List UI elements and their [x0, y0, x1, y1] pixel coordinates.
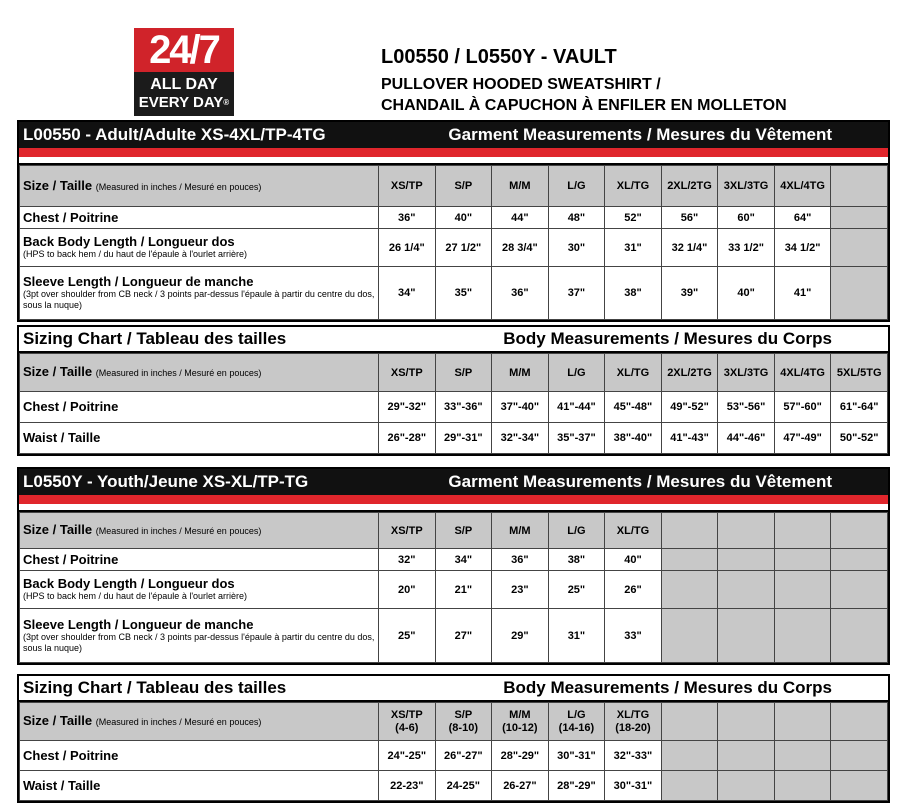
- size-label-cell: [20, 513, 379, 549]
- chest-label: Chest / Poitrine: [20, 549, 379, 571]
- sleeve-length-note: (3pt over shoulder from CB neck / 3 points par-dessus l'épaule à partir du centre du dos, sous la nuque): [23, 289, 375, 310]
- value-cell: 41"-43": [661, 423, 718, 454]
- size-cell: S/P: [435, 354, 492, 392]
- size-label-cell: [20, 703, 379, 741]
- size-cell: 3XL/3TG: [718, 354, 775, 392]
- product-subtitle-fr: CHANDAIL À CAPUCHON À ENFILER EN MOLLETON: [381, 97, 787, 114]
- youth-garment-heading: L0550Y - Youth/Jeune XS-XL/TP-TG: [23, 472, 309, 491]
- product-subtitle-en: PULLOVER HOODED SWEATSHIRT /: [381, 76, 661, 93]
- value-cell: 61"-64": [831, 392, 888, 423]
- value-cell: 26"-28": [379, 423, 436, 454]
- size-text: S/P: [454, 708, 473, 721]
- empty-cell: [661, 571, 718, 609]
- adult-garment-subheading: Garment Measurements / Mesures du Vêtement: [448, 125, 832, 144]
- table-row: [20, 166, 888, 207]
- size-text: XL/TG: [616, 708, 650, 721]
- size-label: Size / Taille: [23, 364, 93, 379]
- empty-cell: [661, 771, 718, 801]
- empty-cell: [831, 609, 888, 663]
- size-cell: [605, 703, 662, 741]
- adult-body-table: [19, 353, 888, 454]
- size-cell: XS/TP: [379, 166, 436, 207]
- red-divider: [19, 148, 888, 157]
- empty-cell: [831, 513, 888, 549]
- size-cell: L/G: [548, 354, 605, 392]
- value-cell: 25": [548, 571, 605, 609]
- value-cell: 32"-33": [605, 741, 662, 771]
- sleeve-length-label: Sleeve Length / Longueur de manche: [23, 616, 254, 632]
- value-cell: 33 1/2": [718, 229, 775, 267]
- value-cell: 37": [548, 267, 605, 320]
- waist-label: Waist / Taille: [20, 423, 379, 454]
- size-cell: [492, 703, 549, 741]
- table-row: [20, 207, 888, 229]
- empty-cell: [718, 771, 775, 801]
- adult-body-section: [17, 325, 890, 456]
- value-cell: 32": [379, 549, 436, 571]
- size-cell: [379, 703, 436, 741]
- age-text: (8-10): [448, 721, 478, 734]
- size-cell: XS/TP: [379, 354, 436, 392]
- empty-cell: [831, 571, 888, 609]
- sleeve-length-label-cell: [20, 267, 379, 320]
- size-cell: XL/TG: [605, 166, 662, 207]
- value-cell: 38"-40": [605, 423, 662, 454]
- value-cell: 24"-25": [379, 741, 436, 771]
- logo-registered-mark: ®: [223, 98, 230, 107]
- value-cell: 38": [548, 549, 605, 571]
- empty-cell: [718, 513, 775, 549]
- value-cell: 31": [548, 609, 605, 663]
- logo-line-1: ALL DAY: [150, 76, 218, 93]
- value-cell: 28"-29": [492, 741, 549, 771]
- value-cell: 60": [718, 207, 775, 229]
- back-length-label-cell: [20, 229, 379, 267]
- back-length-label: Back Body Length / Longueur dos: [23, 234, 235, 249]
- value-cell: 35"-37": [548, 423, 605, 454]
- value-cell: 47"-49": [774, 423, 831, 454]
- value-cell: 34": [379, 267, 436, 320]
- size-note: (Measured in inches / Mesuré en pouces): [95, 717, 262, 727]
- size-text: XS/TP: [390, 708, 423, 721]
- empty-cell: [718, 703, 775, 741]
- value-cell: 31": [605, 229, 662, 267]
- value-cell: 23": [492, 571, 549, 609]
- sleeve-length-note: (3pt over shoulder from CB neck / 3 points par-dessus l'épaule à partir du centre du dos, sous la nuque): [23, 631, 375, 653]
- youth-body-table: [19, 702, 888, 801]
- size-cell: [435, 703, 492, 741]
- size-label: Size / Taille: [23, 177, 93, 193]
- size-note: (Measured in inches / Mesuré en pouces): [95, 368, 262, 378]
- empty-cell: [718, 741, 775, 771]
- value-cell: 41"-44": [548, 392, 605, 423]
- table-row: [20, 229, 888, 267]
- value-cell: 25": [379, 609, 436, 663]
- value-cell: 41": [774, 267, 831, 320]
- size-label: Size / Taille: [23, 522, 93, 537]
- table-row: [20, 609, 888, 663]
- empty-cell: [831, 229, 888, 267]
- value-cell: 30": [548, 229, 605, 267]
- value-cell: 30"-31": [548, 741, 605, 771]
- table-row: [20, 392, 888, 423]
- chest-label: Chest / Poitrine: [20, 207, 379, 229]
- size-cell: 2XL/2TG: [661, 354, 718, 392]
- age-text: (18-20): [615, 721, 651, 734]
- back-length-label-cell: [20, 571, 379, 609]
- adult-garment-header: [19, 122, 888, 148]
- spacer: [19, 157, 888, 165]
- value-cell: 26-27": [492, 771, 549, 801]
- size-cell: 4XL/4TG: [774, 166, 831, 207]
- youth-garment-table: [19, 512, 888, 663]
- chest-label: Chest / Poitrine: [20, 392, 379, 423]
- value-cell: 40": [435, 207, 492, 229]
- empty-cell: [774, 549, 831, 571]
- value-cell: 33"-36": [435, 392, 492, 423]
- empty-cell: [661, 609, 718, 663]
- empty-cell: [831, 771, 888, 801]
- value-cell: 32 1/4": [661, 229, 718, 267]
- size-cell: XL/TG: [605, 513, 662, 549]
- value-cell: 34": [435, 549, 492, 571]
- table-row: [20, 703, 888, 741]
- size-note: (Measured in inches / Mesuré en pouces): [95, 181, 262, 192]
- empty-cell: [718, 549, 775, 571]
- value-cell: 56": [661, 207, 718, 229]
- value-cell: 40": [718, 267, 775, 320]
- value-cell: 36": [492, 267, 549, 320]
- adult-garment-section: [17, 120, 890, 322]
- spacer: [19, 504, 888, 512]
- value-cell: 35": [435, 267, 492, 320]
- empty-cell: [661, 741, 718, 771]
- back-length-note: (HPS to back hem / du haut de l'épaule à l'ourlet arrière): [23, 591, 248, 601]
- size-label-cell: [20, 354, 379, 392]
- size-note: (Measured in inches / Mesuré en pouces): [95, 526, 262, 536]
- value-cell: 57"-60": [774, 392, 831, 423]
- size-cell: S/P: [435, 166, 492, 207]
- empty-cell: [831, 741, 888, 771]
- value-cell: 44"-46": [718, 423, 775, 454]
- brand-logo: [134, 28, 234, 116]
- size-cell: 4XL/4TG: [774, 354, 831, 392]
- youth-body-header: [19, 676, 888, 702]
- size-cell: L/G: [548, 513, 605, 549]
- empty-cell: [661, 549, 718, 571]
- table-row: [20, 354, 888, 392]
- age-text: (10-12): [502, 721, 538, 734]
- value-cell: 28"-29": [548, 771, 605, 801]
- size-cell: [548, 703, 605, 741]
- sleeve-length-label-cell: [20, 609, 379, 663]
- adult-garment-heading: L00550 - Adult/Adulte XS-4XL/TP-4TG: [23, 125, 326, 144]
- empty-cell: [718, 571, 775, 609]
- youth-body-subheading: Body Measurements / Mesures du Corps: [503, 678, 832, 697]
- size-cell: 3XL/3TG: [718, 166, 775, 207]
- empty-cell: [661, 513, 718, 549]
- waist-label: Waist / Taille: [20, 771, 379, 801]
- empty-cell: [774, 571, 831, 609]
- size-cell: XS/TP: [379, 513, 436, 549]
- empty-cell: [661, 703, 718, 741]
- size-text: M/M: [509, 708, 531, 721]
- age-text: (4-6): [395, 721, 419, 734]
- value-cell: 64": [774, 207, 831, 229]
- value-cell: 33": [605, 609, 662, 663]
- logo-line-2-text: EVERY DAY: [138, 94, 224, 111]
- adult-body-header: [19, 327, 888, 353]
- table-row: [20, 423, 888, 454]
- empty-cell: [831, 207, 888, 229]
- value-cell: 38": [605, 267, 662, 320]
- value-cell: 26": [605, 571, 662, 609]
- table-row: [20, 741, 888, 771]
- size-cell: L/G: [548, 166, 605, 207]
- logo-line-2: [134, 94, 234, 112]
- empty-cell: [831, 267, 888, 320]
- size-cell: M/M: [492, 354, 549, 392]
- size-cell: S/P: [435, 513, 492, 549]
- logo-number: 24/7: [149, 28, 219, 72]
- back-length-note: (HPS to back hem / du haut de l'épaule à l'ourlet arrière): [23, 249, 248, 259]
- table-row: [20, 549, 888, 571]
- youth-body-heading: Sizing Chart / Tableau des tailles: [23, 678, 287, 697]
- back-length-label: Back Body Length / Longueur dos: [23, 576, 235, 591]
- value-cell: 20": [379, 571, 436, 609]
- table-row: [20, 513, 888, 549]
- chest-label: Chest / Poitrine: [20, 741, 379, 771]
- sleeve-length-label: Sleeve Length / Longueur de manche: [23, 274, 254, 289]
- size-label: Size / Taille: [23, 713, 93, 728]
- red-divider: [19, 495, 888, 504]
- value-cell: 30"-31": [605, 771, 662, 801]
- value-cell: 37"-40": [492, 392, 549, 423]
- empty-cell: [718, 609, 775, 663]
- value-cell: 21": [435, 571, 492, 609]
- table-row: [20, 771, 888, 801]
- empty-cell: [831, 703, 888, 741]
- value-cell: 39": [661, 267, 718, 320]
- size-label-cell: [20, 166, 379, 207]
- value-cell: 36": [492, 549, 549, 571]
- empty-cell: [831, 166, 888, 207]
- value-cell: 26 1/4": [379, 229, 436, 267]
- value-cell: 29"-32": [379, 392, 436, 423]
- value-cell: 40": [605, 549, 662, 571]
- value-cell: 48": [548, 207, 605, 229]
- value-cell: 53"-56": [718, 392, 775, 423]
- youth-garment-subheading: Garment Measurements / Mesures du Vêtement: [448, 472, 832, 491]
- value-cell: 52": [605, 207, 662, 229]
- size-text: L/G: [567, 708, 586, 721]
- youth-garment-section: [17, 467, 890, 665]
- empty-cell: [831, 549, 888, 571]
- adult-garment-table: [19, 165, 888, 320]
- value-cell: 34 1/2": [774, 229, 831, 267]
- value-cell: 32"-34": [492, 423, 549, 454]
- adult-body-heading: Sizing Chart / Tableau des tailles: [23, 329, 287, 348]
- value-cell: 49"-52": [661, 392, 718, 423]
- size-cell: 2XL/2TG: [661, 166, 718, 207]
- empty-cell: [774, 703, 831, 741]
- value-cell: 36": [379, 207, 436, 229]
- value-cell: 28 3/4": [492, 229, 549, 267]
- value-cell: 29"-31": [435, 423, 492, 454]
- value-cell: 29": [492, 609, 549, 663]
- page-title: L00550 / L0550Y - VAULT: [381, 46, 617, 68]
- empty-cell: [774, 771, 831, 801]
- empty-cell: [774, 609, 831, 663]
- youth-garment-header: [19, 469, 888, 495]
- value-cell: 50"-52": [831, 423, 888, 454]
- value-cell: 44": [492, 207, 549, 229]
- size-cell: M/M: [492, 166, 549, 207]
- empty-cell: [774, 513, 831, 549]
- value-cell: 26"-27": [435, 741, 492, 771]
- size-cell: XL/TG: [605, 354, 662, 392]
- table-row: [20, 267, 888, 320]
- table-row: [20, 571, 888, 609]
- value-cell: 22-23": [379, 771, 436, 801]
- size-cell: 5XL/5TG: [831, 354, 888, 392]
- adult-body-subheading: Body Measurements / Mesures du Corps: [503, 329, 832, 348]
- value-cell: 45"-48": [605, 392, 662, 423]
- empty-cell: [774, 741, 831, 771]
- youth-body-section: [17, 674, 890, 803]
- size-cell: M/M: [492, 513, 549, 549]
- age-text: (14-16): [558, 721, 595, 734]
- value-cell: 24-25": [435, 771, 492, 801]
- value-cell: 27": [435, 609, 492, 663]
- value-cell: 27 1/2": [435, 229, 492, 267]
